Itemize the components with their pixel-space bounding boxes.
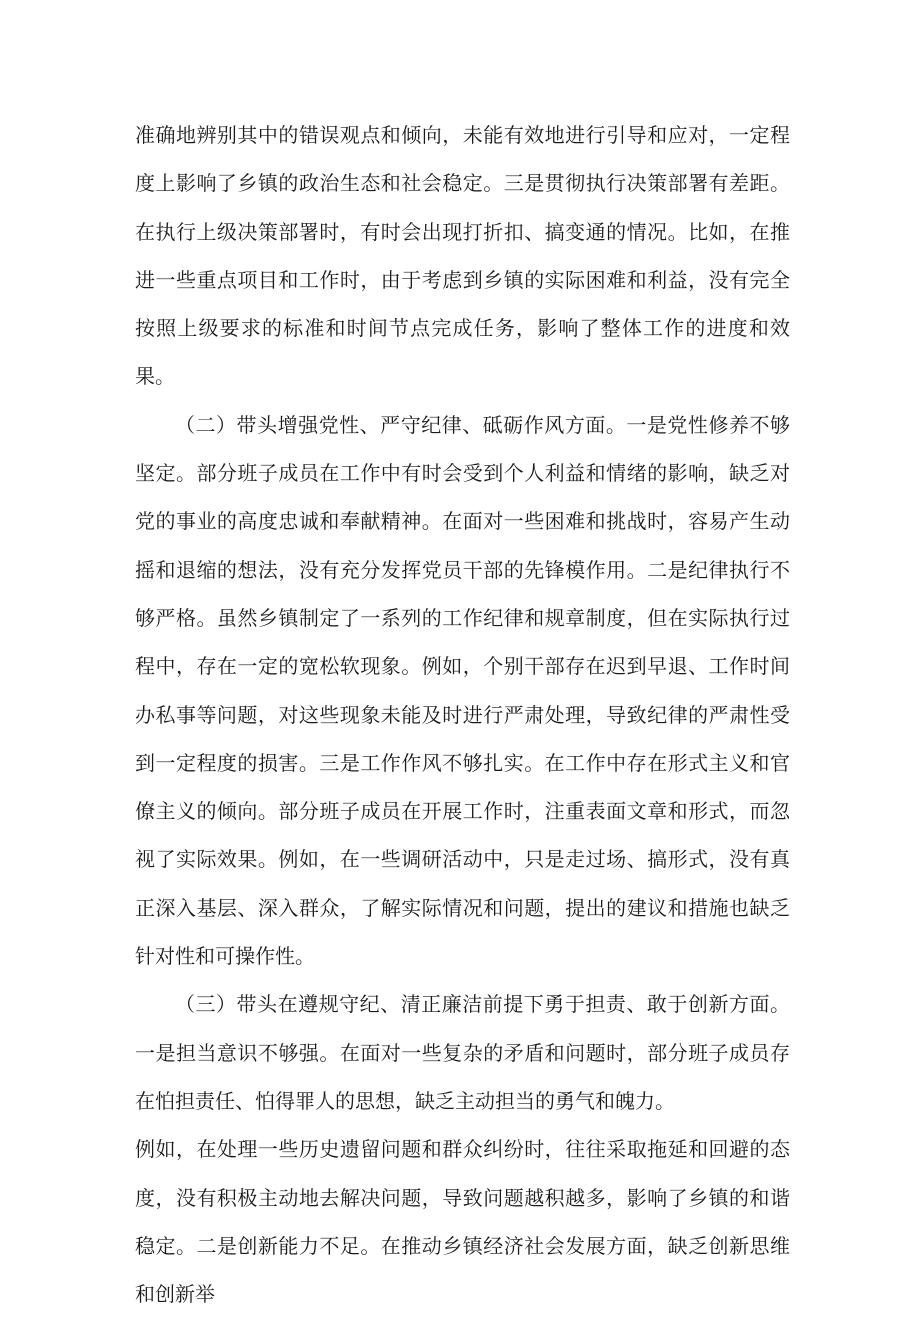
document-page xyxy=(135,111,790,1318)
paragraph-4: 例如，在处理一些历史遗留问题和群众纠纷时，往往采取拖延和回避的态度，没有积极主动地去解决问题，导致问题越积越多，影响了乡镇的和谐稳定。二是创新能力不足。在推动乡镇经济社会发展方面，缺乏创新思维和创新举 xyxy=(135,1137,790,1307)
paragraph-2: （二）带头增强党性、严守纪律、砥砺作风方面。一是党性修养不够坚定。部分班子成员在工作中有时会受到个人利益和情绪的影响，缺乏对党的事业的高度忠诚和奉献精神。在面对一些困难和挑战时，容易产生动摇和退缩的想法，没有充分发挥党员干部的先锋模作用。二是纪律执行不够严格。虽然乡镇制定了一系列的工作纪律和规章制度，但在实际执行过程中，存在一定的宽松软现象。例如，个别干部存在迟到早退、工作时间办私事等问题，对这些现象未能及时进行严肃处理，导致纪律的严肃性受到一定程度的损害。三是工作作风不够扎实。在工作中存在形式主义和官僚主义的倾向。部分班子成员在开展工作时，注重表面文章和形式，而忽视了实际效果。例如，在一些调研活动中，只是走过场、搞形式，没有真正深入基层、深入群众，了解实际情况和问题，提出的建议和措施也缺乏针对性和可操作性。 xyxy=(135,412,790,969)
paragraph-1: 准确地辨别其中的错误观点和倾向，未能有效地进行引导和应对，一定程度上影响了乡镇的政治生态和社会稳定。三是贯彻执行决策部署有差距。在执行上级决策部署时，有时会出现打折扣、搞变通的情况。比如，在推进一些重点项目和工作时，由于考虑到乡镇的实际困难和利益，没有完全按照上级要求的标准和时间节点完成任务，影响了整体工作的进度和效果。 xyxy=(135,123,790,389)
paragraph-3: （三）带头在遵规守纪、清正廉洁前提下勇于担责、敢于创新方面。一是担当意识不够强。在面对一些复杂的矛盾和问题时，部分班子成员存在怕担责任、怕得罪人的思想，缺乏主动担当的勇气和魄力。 xyxy=(135,992,790,1113)
